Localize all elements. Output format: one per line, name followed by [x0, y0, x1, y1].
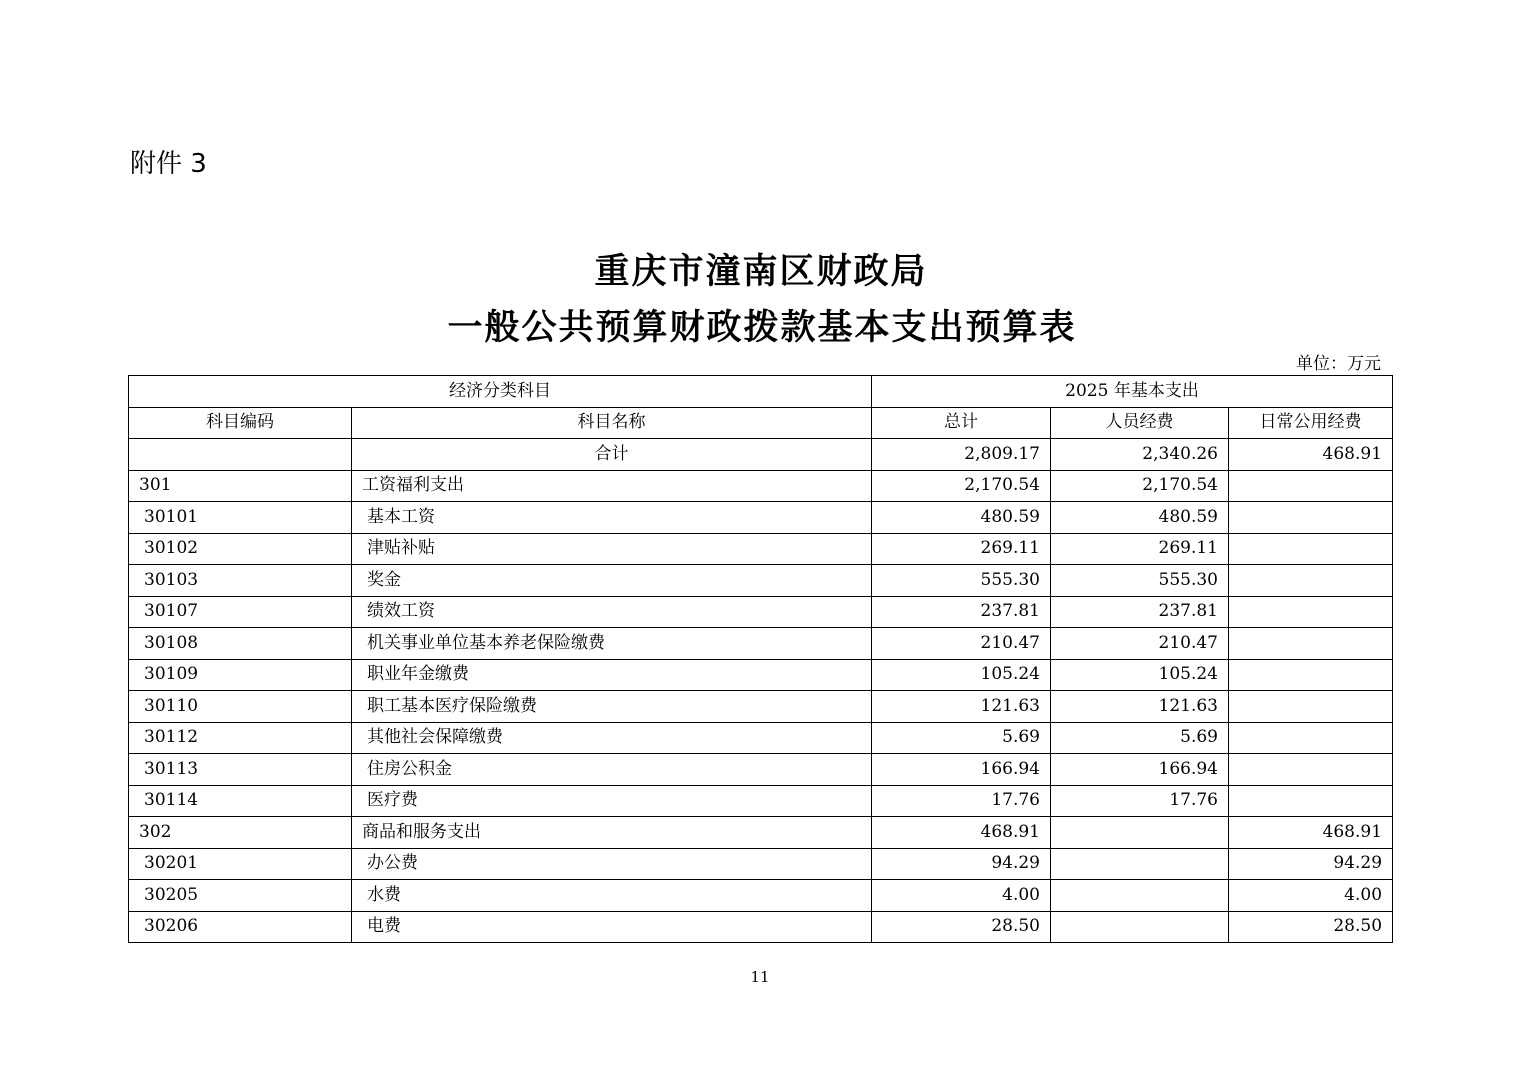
personnel-cell: 17.76	[1051, 785, 1229, 817]
code-cell: 30103	[129, 565, 352, 597]
name-cell: 住房公积金	[352, 754, 872, 786]
budget-table	[128, 375, 1393, 943]
personnel-cell: 269.11	[1051, 533, 1229, 565]
table-row	[129, 785, 1393, 817]
total-row	[129, 439, 1393, 471]
total-cell: 210.47	[872, 628, 1051, 660]
code-cell: 301	[129, 470, 352, 502]
personnel-cell: 2,170.54	[1051, 470, 1229, 502]
attachment-label: 附件 3	[130, 149, 207, 179]
table-row	[129, 911, 1393, 943]
public-cell: 4.00	[1229, 880, 1393, 912]
total-name-cell: 合计	[352, 439, 872, 471]
code-cell: 30107	[129, 596, 352, 628]
personnel-cell	[1051, 817, 1229, 849]
table-row	[129, 659, 1393, 691]
table-row	[129, 628, 1393, 660]
total-total-cell: 2,809.17	[872, 439, 1051, 471]
total-cell: 2,170.54	[872, 470, 1051, 502]
code-cell: 30108	[129, 628, 352, 660]
public-cell: 28.50	[1229, 911, 1393, 943]
table-row	[129, 880, 1393, 912]
personnel-cell: 237.81	[1051, 596, 1229, 628]
total-cell: 94.29	[872, 848, 1051, 880]
public-cell	[1229, 565, 1393, 597]
public-cell	[1229, 785, 1393, 817]
total-cell: 468.91	[872, 817, 1051, 849]
table-row	[129, 596, 1393, 628]
total-cell: 5.69	[872, 722, 1051, 754]
public-cell	[1229, 722, 1393, 754]
unit-label: 单位：万元	[1296, 354, 1381, 374]
table-row	[129, 848, 1393, 880]
header-col-code: 科目编码	[129, 407, 352, 439]
header-col-total: 总计	[872, 407, 1051, 439]
header-group-right: 2025 年基本支出	[872, 376, 1393, 408]
name-cell: 职工基本医疗保险缴费	[352, 691, 872, 723]
code-cell: 30113	[129, 754, 352, 786]
name-cell: 奖金	[352, 565, 872, 597]
code-cell: 30114	[129, 785, 352, 817]
total-cell: 166.94	[872, 754, 1051, 786]
total-cell: 4.00	[872, 880, 1051, 912]
name-cell: 电费	[352, 911, 872, 943]
header-col-row	[129, 407, 1393, 439]
name-cell: 商品和服务支出	[352, 817, 872, 849]
title-line-2: 一般公共预算财政拨款基本支出预算表	[447, 308, 1077, 348]
name-cell: 办公费	[352, 848, 872, 880]
header-col-public: 日常公用经费	[1229, 407, 1393, 439]
code-cell: 30205	[129, 880, 352, 912]
total-cell: 269.11	[872, 533, 1051, 565]
personnel-cell: 166.94	[1051, 754, 1229, 786]
total-personnel-cell: 2,340.26	[1051, 439, 1229, 471]
page-number: 11	[750, 968, 770, 986]
personnel-cell	[1051, 880, 1229, 912]
name-cell: 基本工资	[352, 502, 872, 534]
personnel-cell: 210.47	[1051, 628, 1229, 660]
name-cell: 职业年金缴费	[352, 659, 872, 691]
public-cell: 468.91	[1229, 817, 1393, 849]
total-cell: 17.76	[872, 785, 1051, 817]
code-cell: 30110	[129, 691, 352, 723]
table-row	[129, 691, 1393, 723]
name-cell: 津贴补贴	[352, 533, 872, 565]
header-group-row	[129, 376, 1393, 408]
code-cell: 302	[129, 817, 352, 849]
total-cell: 555.30	[872, 565, 1051, 597]
public-cell: 94.29	[1229, 848, 1393, 880]
public-cell	[1229, 754, 1393, 786]
code-cell: 30112	[129, 722, 352, 754]
table-row	[129, 754, 1393, 786]
personnel-cell: 555.30	[1051, 565, 1229, 597]
code-cell: 30201	[129, 848, 352, 880]
public-cell	[1229, 596, 1393, 628]
total-cell: 28.50	[872, 911, 1051, 943]
code-cell: 30101	[129, 502, 352, 534]
public-cell	[1229, 502, 1393, 534]
header-col-personnel: 人员经费	[1051, 407, 1229, 439]
total-cell: 105.24	[872, 659, 1051, 691]
total-code-cell	[129, 439, 352, 471]
name-cell: 水费	[352, 880, 872, 912]
personnel-cell: 121.63	[1051, 691, 1229, 723]
public-cell	[1229, 533, 1393, 565]
name-cell: 工资福利支出	[352, 470, 872, 502]
code-cell: 30206	[129, 911, 352, 943]
total-public-cell: 468.91	[1229, 439, 1393, 471]
name-cell: 医疗费	[352, 785, 872, 817]
code-cell: 30102	[129, 533, 352, 565]
header-col-name: 科目名称	[352, 407, 872, 439]
personnel-cell	[1051, 848, 1229, 880]
table-row	[129, 817, 1393, 849]
code-cell: 30109	[129, 659, 352, 691]
public-cell	[1229, 470, 1393, 502]
table-row	[129, 565, 1393, 597]
table-row	[129, 502, 1393, 534]
personnel-cell: 5.69	[1051, 722, 1229, 754]
personnel-cell: 105.24	[1051, 659, 1229, 691]
table-row	[129, 533, 1393, 565]
total-cell: 480.59	[872, 502, 1051, 534]
personnel-cell: 480.59	[1051, 502, 1229, 534]
name-cell: 其他社会保障缴费	[352, 722, 872, 754]
public-cell	[1229, 628, 1393, 660]
name-cell: 机关事业单位基本养老保险缴费	[352, 628, 872, 660]
public-cell	[1229, 691, 1393, 723]
name-cell: 绩效工资	[352, 596, 872, 628]
personnel-cell	[1051, 911, 1229, 943]
header-group-left: 经济分类科目	[129, 376, 872, 408]
title-line-1: 重庆市潼南区财政局	[594, 252, 928, 292]
total-cell: 237.81	[872, 596, 1051, 628]
table-row	[129, 470, 1393, 502]
public-cell	[1229, 659, 1393, 691]
table-row	[129, 722, 1393, 754]
total-cell: 121.63	[872, 691, 1051, 723]
